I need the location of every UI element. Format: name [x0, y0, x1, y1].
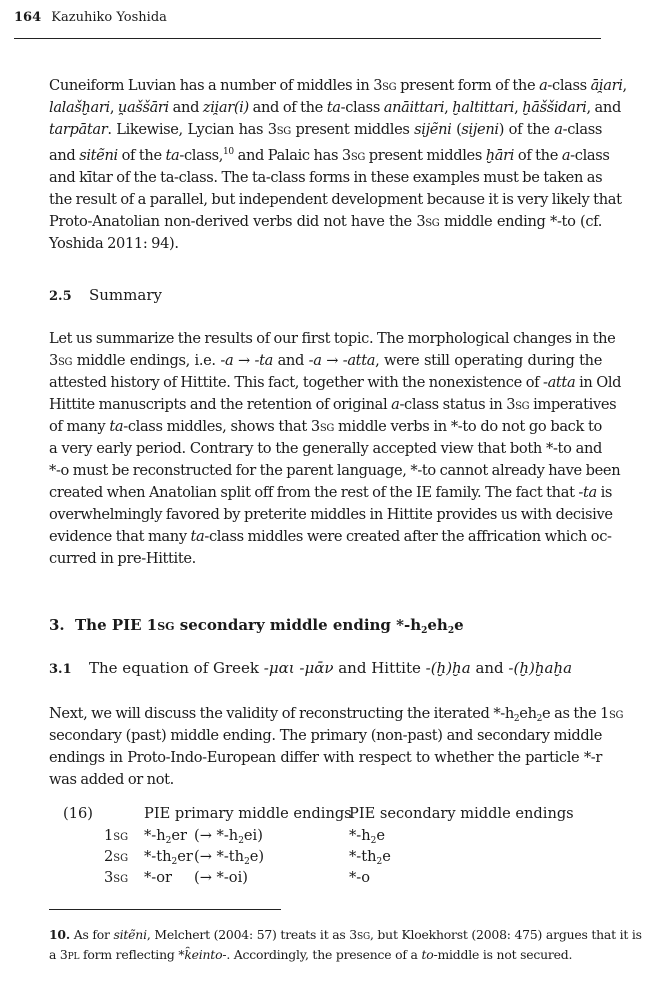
- text-line: evidence that many ta-class middles were created after the affrication which oc-: [49, 528, 612, 545]
- text-line: lalašḫari, u̯aššāri and zii̯ar(i) and of the ta-class anāittari, ḫaltittari, ḫāššidari, and: [49, 99, 621, 116]
- section-number: 3.: [49, 616, 65, 634]
- footnote-number: 10.: [49, 927, 70, 942]
- text-line: overwhelmingly favored by preterite middles in Hittite provides us with decisive: [49, 506, 613, 523]
- text-line: and kītar of the ta-class. The ta-class forms in these examples must be taken as: [49, 168, 603, 186]
- text-line: a 3pl form reflecting *k̑einto-. Accordingly, the presence of a to-middle is not secured.: [49, 947, 573, 962]
- section-heading-3: 3. The PIE 1sg secondary middle ending $*-h_2eh_2e$: [49, 616, 464, 636]
- section-number: 3.1: [49, 662, 72, 677]
- text-line: secondary (past) middle ending. The primary (non-past) and secondary middle: [49, 727, 602, 744]
- text-line: Next, we will discuss the validity of reconstructing the iterated $*-h_2eh_2e$ as the 1sg: [49, 705, 624, 724]
- text-line: *-o must be reconstructed for the parent language, *-to cannot already have been: [49, 462, 621, 479]
- text-line: 10. As for sitẽni, Melchert (2004: 57) treats it as 3sg, but Kloekhorst (2008: 475) argues that it is: [49, 927, 642, 942]
- page-number: 164: [14, 10, 42, 25]
- primary-note: (→ $*-th_2e$): [194, 848, 265, 867]
- person-label: 1sg: [104, 827, 129, 844]
- primary-note: (→ *-oi): [194, 869, 248, 886]
- secondary-ending: $*-h_2e$: [349, 827, 386, 846]
- primary-ending: $*-th_2er$: [144, 848, 193, 867]
- secondary-ending: *-o: [349, 869, 371, 886]
- text-line: curred in pre-Hittite.: [49, 550, 196, 567]
- text-line: the result of a parallel, but independent development because it is very likely that: [49, 190, 622, 208]
- section-heading-2-5: [49, 286, 162, 304]
- footnote-rule: [49, 909, 281, 910]
- text-line: a very early period. Contrary to the generally accepted view that both *-to and: [49, 440, 602, 457]
- text-line: Yoshida 2011: 94).: [49, 234, 179, 252]
- secondary-ending: $*-th_2e$: [349, 848, 391, 867]
- section-number: 2.5: [49, 289, 72, 304]
- paragraph-luvian-lycian-palaic: [49, 75, 627, 255]
- text-line: and sitẽni of the ta-class,$^{10}$ and Palaic has 3sg present middles ḫāri of the a-class: [49, 146, 610, 164]
- text-line: Hittite manuscripts and the retention of original a-class status in 3sg imperatives: [49, 396, 617, 413]
- footnote-10: [49, 925, 642, 965]
- section-title: Summary: [89, 286, 162, 304]
- column-header-secondary: PIE secondary middle endings: [349, 805, 574, 822]
- text-line: 3sg middle endings, i.e. -a → -ta and -a → -atta, were still operating during the: [49, 352, 602, 369]
- example-number: (16): [63, 805, 93, 822]
- text-line: created when Anatolian split off from the rest of the IE family. The fact that -ta is: [49, 484, 613, 501]
- text-line: of many ta-class middles, shows that 3sg middle verbs in *-to do not go back to: [49, 418, 602, 435]
- column-header-primary: PIE primary middle endings: [144, 805, 352, 822]
- text-line: tarpātar. Likewise, Lycian has 3sg present middles sijẽni (sijeni) of the a-class: [49, 121, 602, 138]
- primary-ending: *-or: [144, 869, 172, 886]
- paragraph-summary: [49, 328, 622, 570]
- text-line: endings in Proto-Indo-European differ with respect to whether the particle *-r: [49, 749, 602, 766]
- text-line: Cuneiform Luvian has a number of middles in 3sg present form of the a-class āi̯ari,: [49, 77, 627, 94]
- person-label: 3sg: [104, 869, 129, 886]
- primary-ending: $*-h_2er$: [144, 827, 187, 846]
- text-line: Let us summarize the results of our first topic. The morphological changes in the: [49, 330, 616, 347]
- person-label: 2sg: [104, 848, 129, 865]
- paragraph-iterated-ending: [49, 703, 624, 791]
- text-line: was added or not.: [49, 771, 174, 788]
- text-line: Proto-Anatolian non-derived verbs did not have the 3sg middle ending *-to (cf.: [49, 212, 603, 230]
- section-heading-3-1: 3.1 The equation of Greek -μαι -μᾱν and Hittite -(ḫ)ḫa and -(ḫ)ḫaḫa: [49, 659, 573, 677]
- primary-note: (→ $*-h_2ei$): [194, 827, 263, 846]
- text-line: attested history of Hittite. This fact, together with the nonexistence of -atta in Old: [49, 374, 622, 391]
- running-author: Kazuhiko Yoshida: [51, 10, 167, 25]
- running-header: [14, 10, 601, 39]
